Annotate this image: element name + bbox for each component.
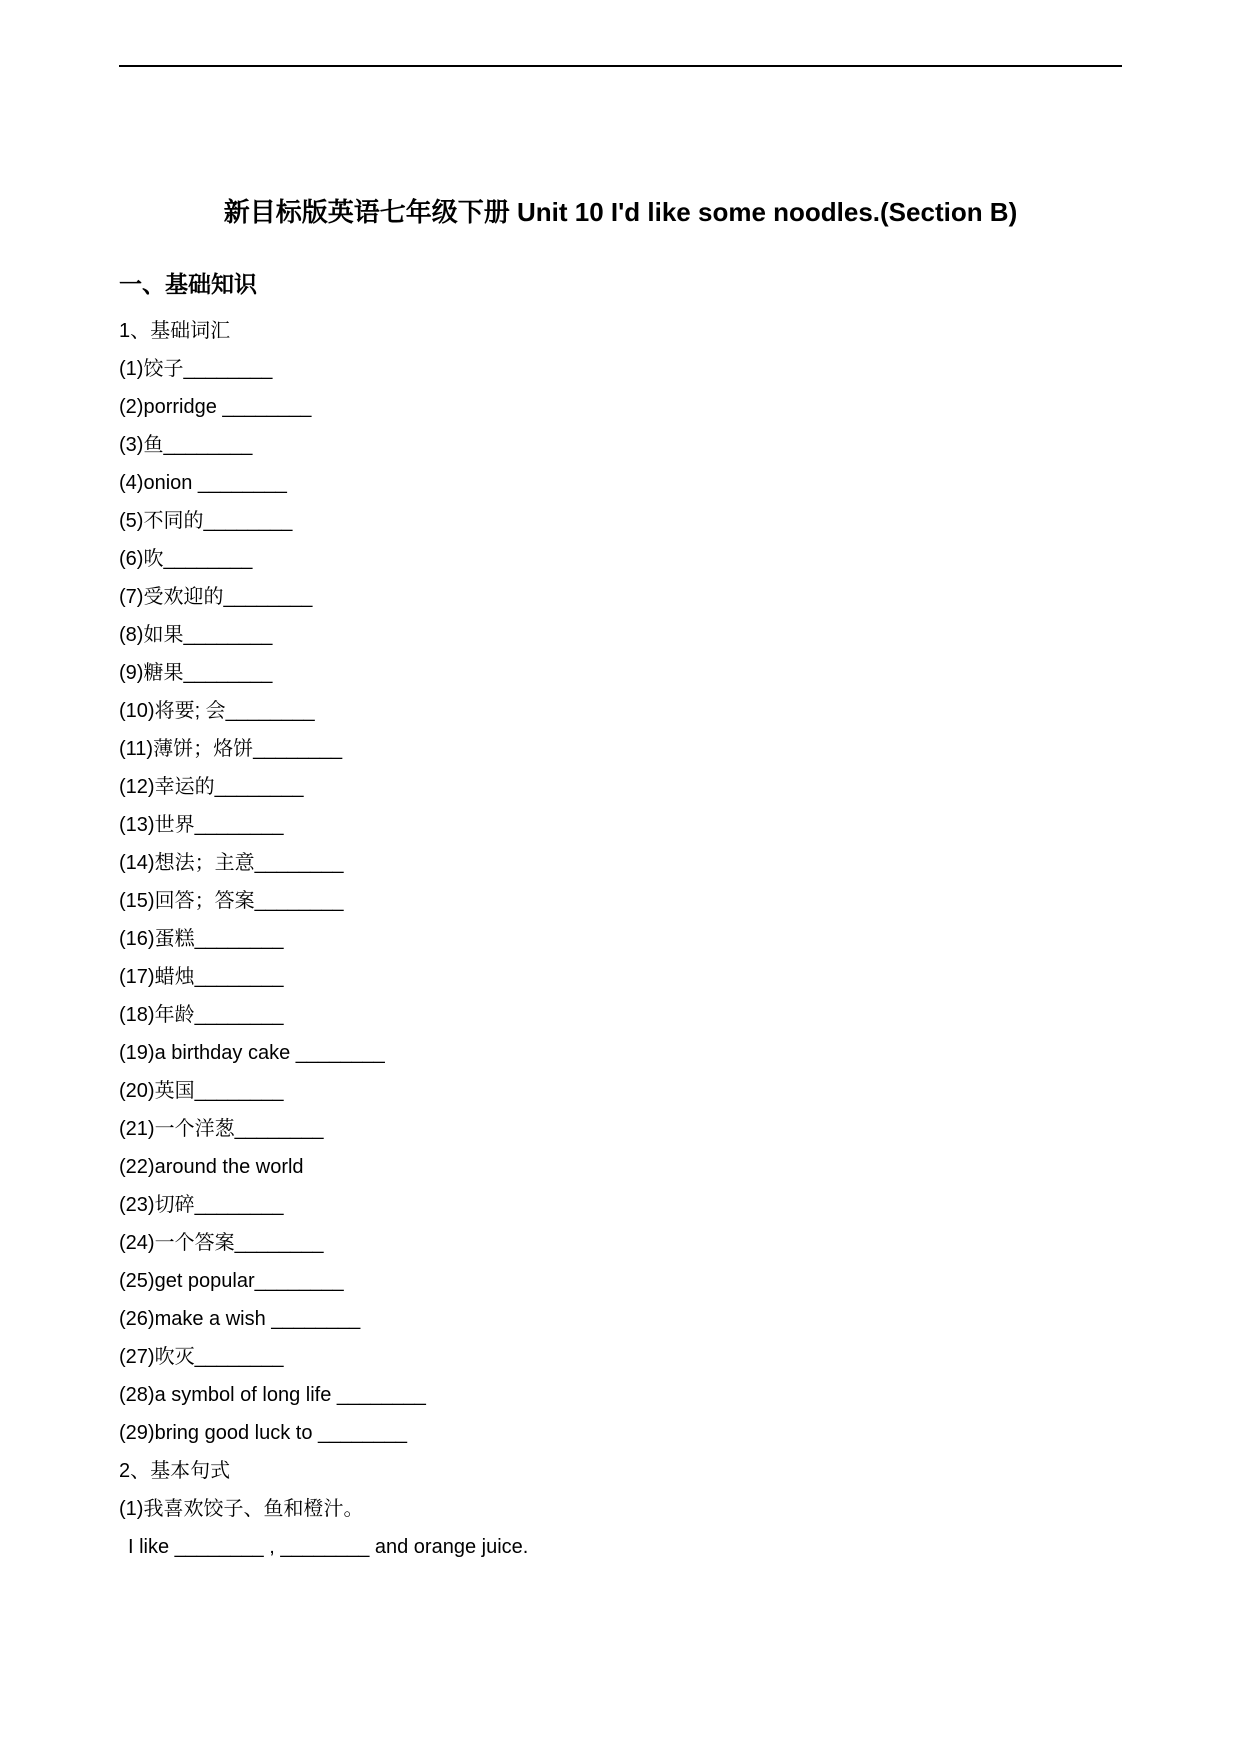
vocab-item-21: (21)一个洋葱________: [119, 1118, 324, 1140]
vocab-item-5: (5)不同的________: [119, 510, 293, 532]
vocab-item-1: (1)饺子________: [119, 358, 273, 380]
vocab-item-18: (18)年龄________: [119, 1004, 284, 1026]
vocab-item-10: (10)将要; 会________: [119, 700, 315, 722]
vocab-item-8: (8)如果________: [119, 624, 273, 646]
subsection-vocabulary-heading: 1、基础词汇: [119, 320, 231, 342]
vocab-item-19: (19)a birthday cake ________: [119, 1042, 385, 1064]
vocab-item-28: (28)a symbol of long life ________: [119, 1384, 426, 1406]
sentence-list: [119, 1490, 1119, 1566]
vocab-item-17: (17)蜡烛________: [119, 966, 284, 988]
vocab-item-16: (16)蛋糕________: [119, 928, 284, 950]
vocab-item-9: (9)糖果________: [119, 662, 273, 684]
vocab-item-23: (23)切碎________: [119, 1194, 284, 1216]
vocabulary-list: [119, 350, 1119, 1452]
vocab-item-22: (22)around the world: [119, 1156, 304, 1178]
header-rule: [119, 65, 1122, 67]
vocab-item-20: (20)英国________: [119, 1080, 284, 1102]
vocab-item-14: (14)想法；主意________: [119, 852, 344, 874]
sentence-prompt-1: (1)我喜欢饺子、鱼和橙汁。: [119, 1498, 364, 1520]
subsection-sentences-heading: 2、基本句式: [119, 1460, 231, 1482]
vocab-item-24: (24)一个答案________: [119, 1232, 324, 1254]
vocab-item-11: (11)薄饼；烙饼________: [119, 738, 343, 760]
worksheet-content: [119, 312, 1119, 1566]
vocab-item-12: (12)幸运的________: [119, 776, 304, 798]
document-title: 新目标版英语七年级下册 Unit 10 I'd like some noodles.(Section B): [223, 197, 1018, 227]
sentence-answer-line-1: I like ________ , ________ and orange juice.: [128, 1536, 529, 1558]
vocab-item-27: (27)吹灭________: [119, 1346, 284, 1368]
vocab-item-6: (6)吹________: [119, 548, 253, 570]
vocab-item-26: (26)make a wish ________: [119, 1308, 361, 1330]
vocab-item-29: (29)bring good luck to ________: [119, 1422, 407, 1444]
vocab-item-15: (15)回答；答案________: [119, 890, 344, 912]
vocab-item-13: (13)世界________: [119, 814, 284, 836]
vocab-item-25: (25)get popular________: [119, 1270, 344, 1292]
vocab-item-4: (4)onion ________: [119, 472, 287, 494]
vocab-item-3: (3)鱼________: [119, 434, 253, 456]
section-heading-basic-knowledge: 一、基础知识: [119, 271, 257, 297]
vocab-item-7: (7)受欢迎的________: [119, 586, 313, 608]
vocab-item-2: (2)porridge ________: [119, 396, 312, 418]
